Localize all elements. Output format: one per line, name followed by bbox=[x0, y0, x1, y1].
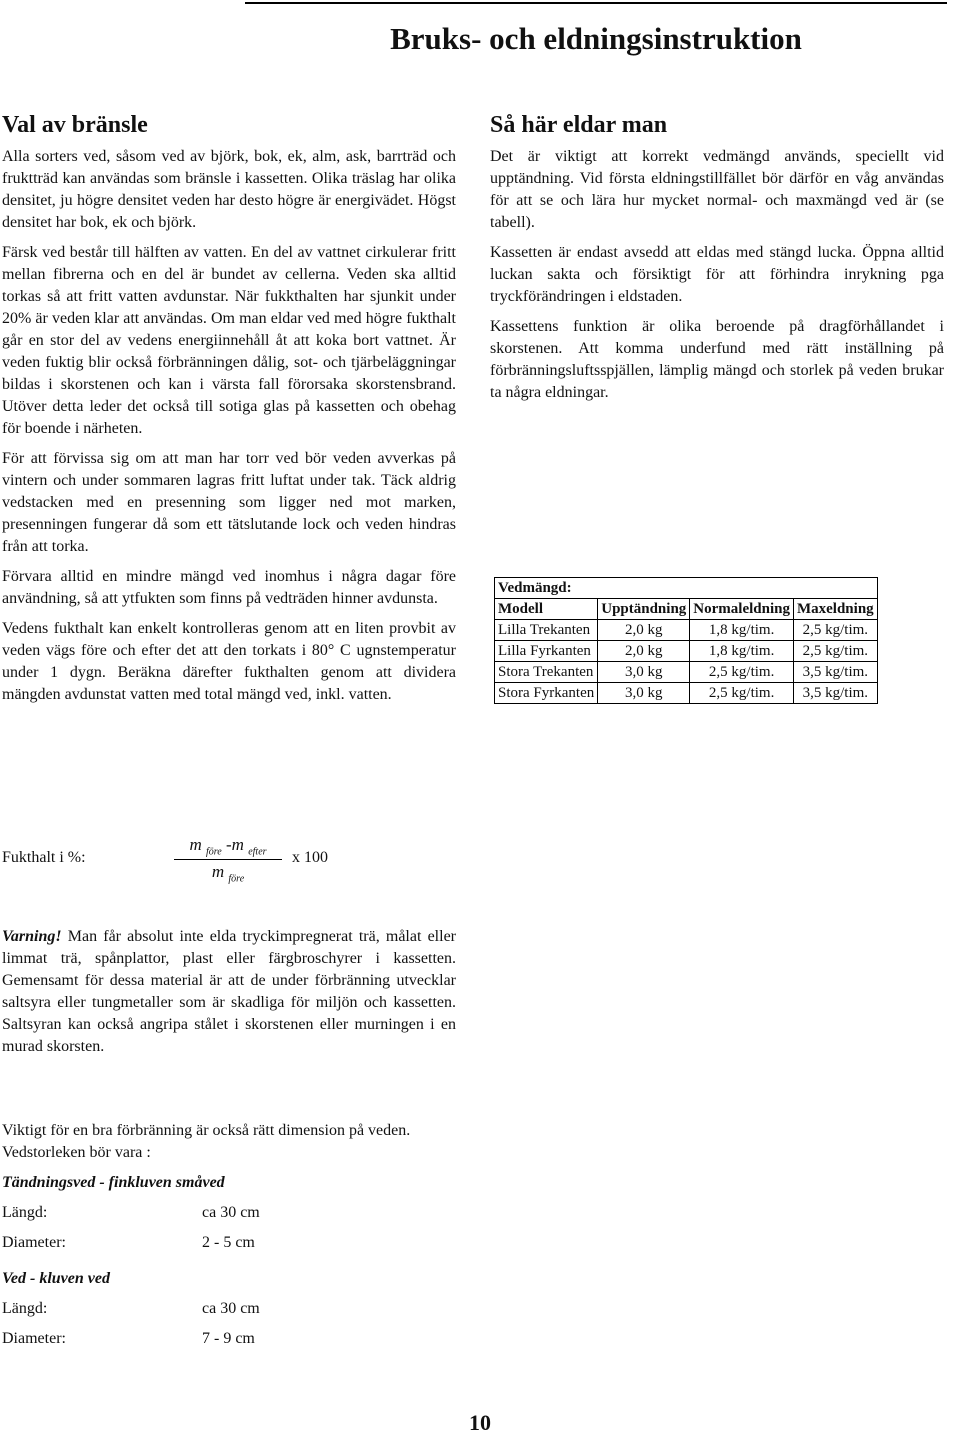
dimension-row: Längd: ca 30 cm bbox=[2, 1300, 260, 1317]
formula-multiplier: x 100 bbox=[292, 849, 328, 866]
page-title: Bruks- och eldningsinstruktion bbox=[390, 21, 802, 56]
formula-label: Fukthalt i %: bbox=[2, 849, 86, 866]
dimensions-intro: Viktigt för en bra förbränning är också rätt dimension på veden. Vedstorleken bör vara : bbox=[2, 1122, 411, 1161]
table-row: Stora Trekanten 3,0 kg 2,5 kg/tim. 3,5 kg/tim. bbox=[495, 662, 878, 683]
paragraph: Kassetten är endast avsedd att eldas med stängd lucka. Öppna alltid luckan sakta och försiktigt för att förhindra inrykning pga tryckförändringen i eldstaden. bbox=[490, 244, 944, 305]
table-row: Stora Fyrkanten 3,0 kg 2,5 kg/tim. 3,5 kg/tim. bbox=[495, 683, 878, 704]
warning-text: Man får absolut inte elda tryckimpregnerat trä, målat eller limmat trä, spånplattor, plast eller färgbroschyrer i kassetten. Gemensamt för dessa material är att de under förbränning utvecklar saltsyra eller tungmetaller som är skadliga för miljön och kassetten. Saltsyran kan också angripa stålet i skorstenen eller murningen i en murad skorsten. bbox=[2, 928, 456, 1055]
paragraph: Det är viktigt att korrekt vedmängd används, speciellt vid upptändning. Vid första eldningstillfället bör därför en våg användas för att se och lära hur mycket normal- och maxmängd ved är (se tabell). bbox=[490, 148, 944, 231]
paragraph: Alla sorters ved, såsom ved av björk, bok, ek, alm, ask, barrträd och fruktträd kan användas som bränsle i kassetten. Olika träslag har olika densitet, ju högre densitet veden har desto högre är energivädet. Högst densitet har bok, ek och björk. bbox=[2, 148, 456, 231]
paragraph: Förvara alltid en mindre mängd ved inomhus i några dagar före användning, så att ytfukten som finns på vedträden hinner avdunsta. bbox=[2, 568, 456, 607]
paragraph: Kassettens funktion är olika beroende på dragförhållandet i skorstenen. Att komma underfund med rätt inställning på förbränningsluftsspjällen, lämplig mängd och storlek på veden brukar ta några eldningar. bbox=[490, 318, 944, 401]
warning-title: Varning! bbox=[2, 928, 62, 945]
right-column bbox=[490, 110, 944, 412]
section-heading-firing: Så här eldar man bbox=[490, 112, 668, 138]
formula-numerator: m $_{före}$ -m $_{efter}$ bbox=[189, 835, 267, 858]
wood-dimensions bbox=[2, 1120, 456, 1358]
dimension-row: Diameter: 2 - 5 cm bbox=[2, 1234, 255, 1251]
table-caption: Vedmängd: bbox=[495, 578, 878, 599]
group-title: Tändningsved - finkluven småved bbox=[2, 1174, 225, 1191]
paragraph: Vedens fukthalt kan enkelt kontrolleras genom att en liten provbit av veden vägs före och efter det att den torkats i 80° C ugnstemperatur under 1 dygn. Beräkna därefter fukthalten genom att dividera mängden avdunstat vatten med total mängd ved, inkl. vatten. bbox=[2, 620, 456, 703]
left-column bbox=[2, 110, 456, 714]
group-title: Ved - kluven ved bbox=[2, 1270, 110, 1287]
warning-block bbox=[2, 926, 456, 1066]
paragraph: För att förvissa sig om att man har torr ved bör veden avverkas på vintern och under sommaren lagras fritt luftat under tak. Täck aldrig vedstacken med en presenning som ligger ned mot marken, presenningen fungerar då som ett tätslutande lock och veden hindras från att torka. bbox=[2, 450, 456, 555]
formula-fraction bbox=[174, 835, 282, 885]
page-number: 10 bbox=[469, 1410, 491, 1435]
table-header-row: Modell Upptändning Normaleldning Maxeldning bbox=[495, 599, 878, 620]
paragraph: Färsk ved består till hälften av vatten. En del av vattnet cirkulerar fritt mellan fibrerna och en del är bundet av cellerna. Veden ska alltid torkas så att fritt vatten avdunstar. När fukkthalten har sjunkit under 20% är veden klar att användas. Om man eldar ved med högre fukthalt går en stor del av vedens energiinnehåll åt att koka bort vattnet. Är veden fuktig blir också förbränningen dålig, sot- och tjärbeläggningar bildas i skorstenen och kan i värsta fall förorsaka skorstensbrand. Utöver detta leder det också till sotiga glas på kassetten och obehag för boende i närheten. bbox=[2, 244, 456, 437]
moisture-formula bbox=[2, 835, 458, 895]
section-heading-fuel: Val av bränsle bbox=[2, 112, 148, 138]
header-rule bbox=[245, 2, 947, 4]
dimension-row: Diameter: 7 - 9 cm bbox=[2, 1330, 255, 1347]
formula-denominator: m $_{före}$ bbox=[211, 862, 245, 885]
dimension-row: Längd: ca 30 cm bbox=[2, 1204, 260, 1221]
table-row: Lilla Fyrkanten 2,0 kg 1,8 kg/tim. 2,5 kg/tim. bbox=[495, 641, 878, 662]
table-row: Lilla Trekanten 2,0 kg 1,8 kg/tim. 2,5 kg/tim. bbox=[495, 620, 878, 641]
wood-amount-table bbox=[494, 577, 878, 704]
